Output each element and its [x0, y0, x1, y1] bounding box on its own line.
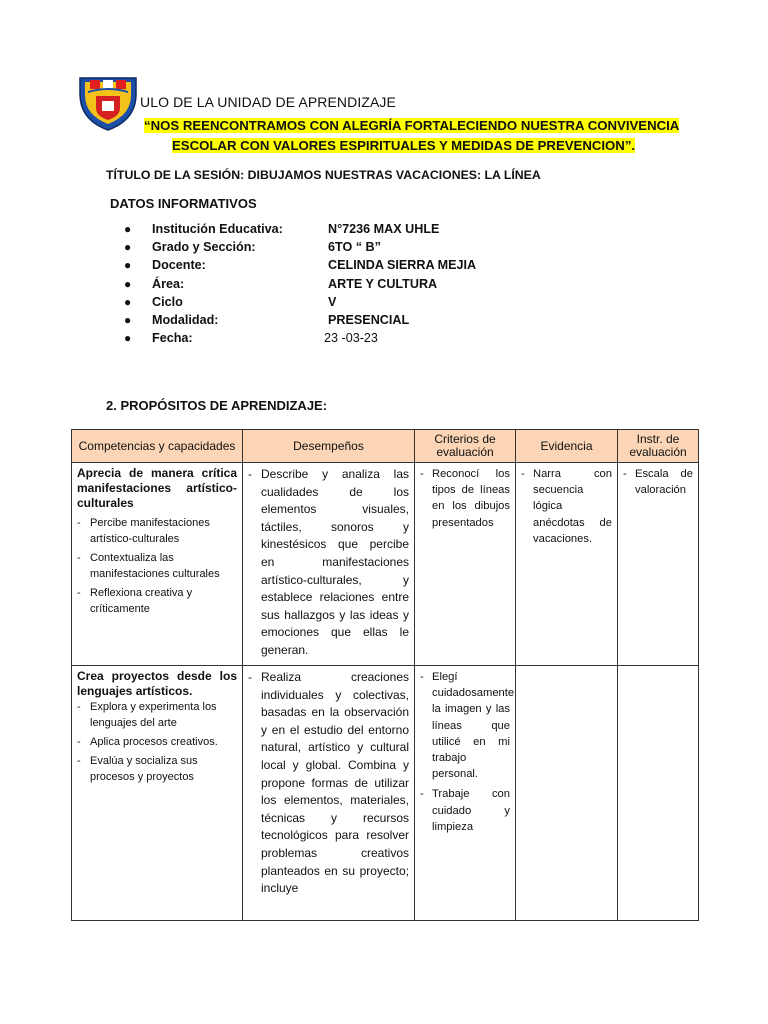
- desempeno-text: - Realiza creaciones individuales y colectivas, basadas en la observación y en el estudio del entorno natural, artístico y cultural local y global. Combina y propone formas de utilizar los elementos, materiales, técnicas y recursos tecnológicos para resolver problemas creativos planteados en su proyecto; incluye: [248, 669, 409, 898]
- info-value: CELINDA SIERRA MEJIA: [328, 258, 477, 273]
- bullet-icon: ●: [124, 258, 132, 273]
- info-label: Grado y Sección:: [152, 240, 256, 255]
- bullet-icon: ●: [124, 240, 132, 255]
- info-value: 6TO “ B”: [328, 240, 381, 255]
- capacidad-item: - Reflexiona creativa y críticamente: [77, 585, 237, 617]
- info-label: Docente:: [152, 258, 206, 273]
- info-value: ARTE Y CULTURA: [328, 276, 438, 291]
- info-value: 23 -03-23: [324, 331, 378, 346]
- instrumento-cell: [618, 463, 699, 666]
- info-value: PRESENCIAL: [328, 312, 410, 327]
- bullet-icon: ●: [124, 312, 132, 327]
- desempeno-cell: [243, 666, 415, 921]
- criterios-cell: [415, 463, 516, 666]
- competencia-cell: [72, 666, 243, 921]
- info-label: Fecha:: [152, 331, 193, 346]
- info-label: Modalidad:: [152, 312, 219, 327]
- desempeno-cell: [243, 463, 415, 666]
- bullet-icon: ●: [124, 331, 132, 346]
- bullet-icon: ●: [124, 294, 132, 309]
- competencia-cell: [72, 463, 243, 666]
- school-crest-logo: [74, 74, 142, 132]
- table-header-row: [72, 430, 699, 463]
- capacidad-item: - Evalúa y socializa sus procesos y proyectos: [77, 753, 237, 785]
- unit-name-line-1: “NOS REENCONTRAMOS CON ALEGRÍA FORTALECIENDO NUESTRA CONVIVENCIA: [144, 118, 680, 133]
- column-header: Desempeños: [243, 430, 415, 463]
- column-header: Competencias y capacidades: [72, 430, 243, 463]
- evidencia-cell: [516, 463, 618, 666]
- unit-title: ULO DE LA UNIDAD DE APRENDIZAJE: [140, 94, 396, 110]
- desempeno-text: - Describe y analiza las cualidades de los elementos visuales, táctiles, sonoros y kinestésicos que percibe en manifestaciones artístico-culturales, y establece relaciones entre sus hallazgos y las ideas y emociones que ellas le generan.: [248, 466, 409, 660]
- datos-informativos-title: DATOS INFORMATIVOS: [110, 196, 257, 211]
- propositos-table: [71, 429, 699, 921]
- session-title: TÍTULO DE LA SESIÓN: DIBUJAMOS NUESTRAS VACACIONES: LA LÍNEA: [106, 168, 541, 182]
- info-value: N°7236 MAX UHLE: [328, 222, 440, 236]
- info-value: V: [328, 294, 337, 309]
- bullet-icon: ●: [124, 222, 132, 236]
- table-row: [72, 666, 699, 921]
- info-label: Institución Educativa:: [152, 222, 283, 236]
- competencia-title: Aprecia de manera crítica manifestaciones artístico-culturales: [77, 466, 237, 510]
- table-row: [72, 463, 699, 666]
- capacidad-item: - Explora y experimenta los lenguajes del arte: [77, 699, 237, 731]
- capacidades-list: [77, 699, 237, 785]
- propositos-title: 2. PROPÓSITOS DE APRENDIZAJE:: [106, 398, 328, 413]
- criterio-item: - Reconocí los tipos de líneas en los dibujos presentados: [420, 466, 510, 531]
- unit-name-line-2: ESCOLAR CON VALORES ESPIRITUALES Y MEDIDAS DE PREVENCION”.: [172, 138, 636, 153]
- evidencia-text: - Narra con secuencia lógica anécdotas de vacaciones.: [521, 466, 612, 547]
- capacidades-list: [77, 515, 237, 617]
- criterio-item: - Trabaje con cuidado y limpieza: [420, 786, 510, 835]
- column-header: Evidencia: [516, 430, 618, 463]
- criterio-item: - Elegí cuidadosamente la imagen y las líneas que utilicé en mi trabajo personal.: [420, 669, 510, 782]
- capacidad-item: - Percibe manifestaciones artístico-culturales: [77, 515, 237, 547]
- bullet-icon: ●: [124, 276, 132, 291]
- instrumento-cell: [618, 666, 699, 921]
- column-header: Instr. de evaluación: [618, 430, 699, 463]
- competencia-title: Crea proyectos desde los lenguajes artísticos.: [77, 669, 237, 698]
- criterios-cell: [415, 666, 516, 921]
- capacidad-item: - Aplica procesos creativos.: [77, 734, 237, 750]
- instrumento-text: - Escala de valoración: [623, 466, 693, 498]
- info-label: Ciclo: [152, 294, 183, 309]
- evidencia-cell: [516, 666, 618, 921]
- column-header: Criterios de evaluación: [415, 430, 516, 463]
- info-label: Área:: [152, 276, 185, 291]
- capacidad-item: - Contextualiza las manifestaciones culturales: [77, 550, 237, 582]
